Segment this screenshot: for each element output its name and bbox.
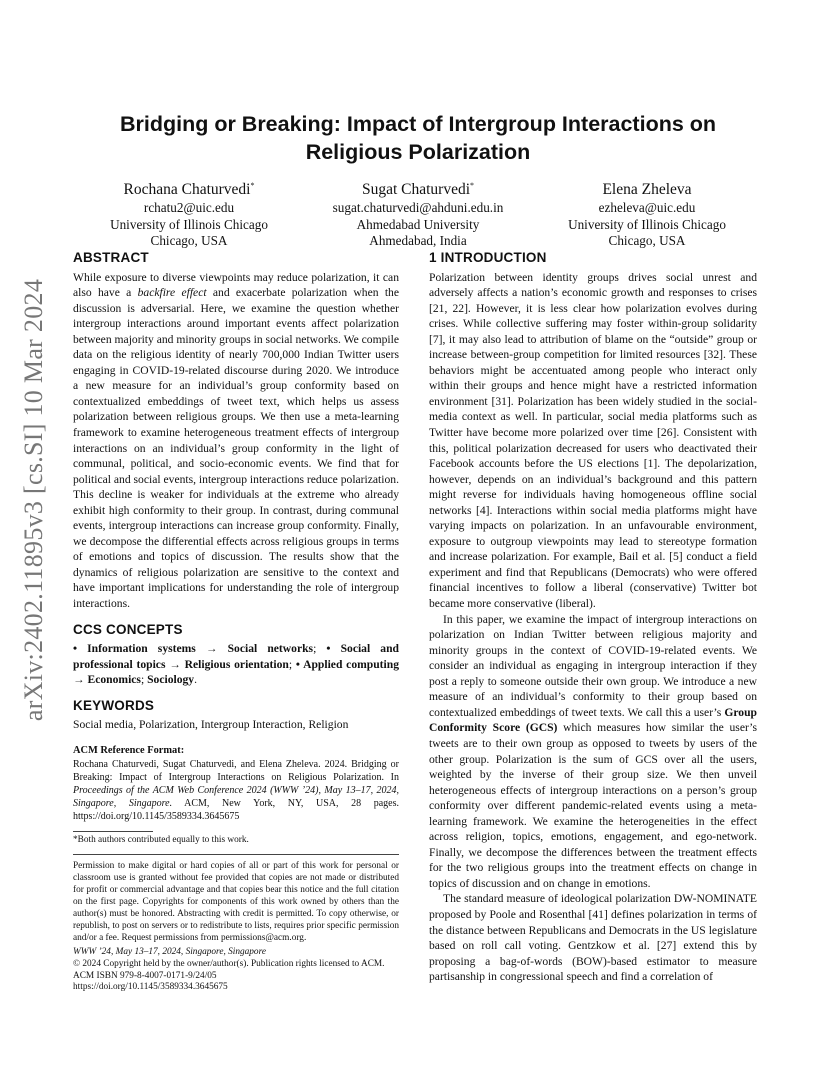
ccs-concepts: • Information systems → Social networks; • Social and professional topics → Religious orientation; • Applied computing → Economics; Sociology. xyxy=(73,642,399,687)
right-column xyxy=(429,250,757,985)
arxiv-stamp xyxy=(14,278,54,722)
author-location: Chicago, USA xyxy=(608,233,686,249)
author-name: Rochana Chaturvedi xyxy=(123,181,251,199)
ccs-heading: CCS CONCEPTS xyxy=(73,621,183,637)
acm-ref-text: Rochana Chaturvedi, Sugat Chaturvedi, and Elena Zheleva. 2024. Bridging or Breaking: Impact of Intergroup Interactions on Religious Polarization. In Proceedings of the ACM Web Conference 2024 (WWW ’24), May 13–17, 2024, Singapore, Singapore. ACM, New York, NY, USA, 28 pages. https://doi.org/10.1145/3589334.3645675 xyxy=(73,759,399,823)
permission-block xyxy=(73,854,399,994)
author-affiliation: Ahmedabad University xyxy=(356,216,480,232)
abstract-text: While exposure to diverse viewpoints may reduce polarization, it can also have a backfire effect and exacerbate polarization when the discussion is adversarial. Here, we examine the question whether intergroup interactions around important events affect polarization between majority and minority groups in social networks. We compile data on the religious identity of nearly 700,000 Indian Twitter users engaging in COVID-19-related discourse during 2020. We introduce a new measure for an individual’s group conformity based on contextualized embeddings of tweet text, which helps us assess polarization between religious groups. We then use a meta-learning framework to examine heterogeneous treatment effects of intergroup interactions on an individual’s group conformity in the light of communal, political, and socio-economic events. We find that for political and social events, intergroup interactions reduce polarization. This decline is weaker for individuals at the extreme who already exhibit high conformity to their group. In contrast, during communal events, intergroup interactions can increase group conformity. Finally, we decompose the differential effects across religious groups in terms of emotions and topics of discussion. The results show that the dynamics of religious polarization are sensitive to the context and have important implications for understanding the role of intergroup interactions. xyxy=(73,270,400,611)
left-column xyxy=(73,250,399,994)
author-block xyxy=(74,176,762,250)
author-affiliation: University of Illinois Chicago xyxy=(110,216,268,232)
author-mark: * xyxy=(470,181,475,190)
author-name: Sugat Chaturvedi xyxy=(361,181,471,199)
venue: WWW ’24, May 13–17, 2024, Singapore, Singapore xyxy=(73,946,266,957)
introduction-heading: 1 INTRODUCTION xyxy=(429,250,547,265)
author-location: Chicago, USA xyxy=(150,233,228,249)
author-affiliation: University of Illinois Chicago xyxy=(568,216,726,232)
arxiv-stamp-text: arXiv:2402.11895v3 [cs.SI] 10 Mar 2024 xyxy=(19,278,48,722)
acm-ref-heading: ACM Reference Format: xyxy=(73,744,185,756)
permission-text: Permission to make digital or hard copies of all or part of this work for personal or classroom use is granted without fee provided that copies are not made or distributed for profit or commercial advantage and that copies bear this notice and the full citation on the first page. Copyrights for components of this work owned by others than the author(s) must be honored. Abstracting with credit is permitted. To copy otherwise, or republish, to post on servers or to redistribute to lists, requires prior specific permission and/or a fee. Request permissions from permissions@acm.org. xyxy=(73,861,399,943)
paper-title: Bridging or Breaking: Impact of Intergroup Interactions on Religious Polarization xyxy=(119,112,717,164)
author-mark: * xyxy=(250,181,255,190)
isbn: ACM ISBN 979-8-4007-0171-9/24/05 xyxy=(73,970,217,981)
intro-paragraph-2: In this paper, we examine the impact of intergroup interactions on polarization on Indian Twitter between religious majority and minority groups in the context of COVID-19-related events. We consider an individual as engaging in intergroup interaction if they post a reply to someone outside their own group. We introduce a new measure of an individual’s conformity to their group based on contextualized embeddings of tweet texts. We call this a user’s Group Conformity Score (GCS) which measures how similar the user’s tweets are to their own group as opposed to tweets by users of the other group. Polarization is the sum of GCS over all the users, weighted by the inverse of their group size. We then unveil heterogeneous effects of intergroup interactions on a person’s group conformity over different pandemic-related events using a meta-learning framework. We examine the heterogeneities in the effect across religion, topics, emotions, engagement, and ego-network. Finally, we decompose the differences between the treatment effects for the two religious groups into the treatment effects on change in topics of discussion and on change in emotions. xyxy=(429,612,757,890)
footnote: *Both authors contributed equally to this work. xyxy=(73,835,249,846)
intro-paragraph-1: Polarization between identity groups drives social unrest and adversely affects a nation’s economic growth and responses to crises [21, 22]. However, it is less clear how polarization evolves during crises. While collective suffering may foster within-group solidarity [7], it may also lead to attribution of blame on the “outside” group or increase between-group competition for limited resources [32]. These behaviors might be accentuated among people who interact only within their groups and hence might have a restricted information environment [31]. Polarization has been widely studied in the social-media context as well. In particular, social media platforms such as Twitter have become more polarized over time [26]. Consistent with this, political polarization decreased for users who deactivated their Facebook accounts before the US elections [1]. The depolarization, however, depends on an individual’s background and this pattern might reverse for individuals having homogeneous offline social networks [4]. Interactions within social media platforms might have varying impacts on polarization. In an unfavourable environment, exposure to outgroup viewpoints may lead to stereotype formation and increase polarization. For example, Bail et al. [5] conduct a field experiment and find that Republicans (Democrats) who were offered financial incentives to follow a liberal (conservative) Twitter bot became more conservative (liberal). xyxy=(429,270,757,611)
keywords-heading: KEYWORDS xyxy=(73,697,155,713)
author-email: ezheleva@uic.edu xyxy=(598,200,696,216)
copyright: © 2024 Copyright held by the owner/author(s). Publication rights licensed to ACM. xyxy=(73,958,385,969)
author-3 xyxy=(532,176,762,250)
author-email: sugat.chaturvedi@ahduni.edu.in xyxy=(332,200,504,216)
abstract-heading: ABSTRACT xyxy=(73,250,149,265)
author-location: Ahmedabad, India xyxy=(369,233,467,249)
author-email: rchatu2@uic.edu xyxy=(143,200,235,216)
author-name: Elena Zheleva xyxy=(602,181,692,199)
keywords-text: Social media, Polarization, Intergroup Interaction, Religion xyxy=(73,718,349,732)
doi-link[interactable]: https://doi.org/10.1145/3589334.3645675 xyxy=(73,982,228,993)
intro-paragraph-3: The standard measure of ideological polarization DW-NOMINATE proposed by Poole and Rosenthal [41] defines polarization in terms of the distance between Republicans and Democrats in the US legislature based on roll call voting. Gentzkow et al. [27] extend this by proposing a bag-of-words (BOW)-based estimator to measure partisanship in congressional speech and find a correlation of xyxy=(429,892,757,984)
author-1 xyxy=(74,176,304,250)
author-2 xyxy=(304,176,532,250)
